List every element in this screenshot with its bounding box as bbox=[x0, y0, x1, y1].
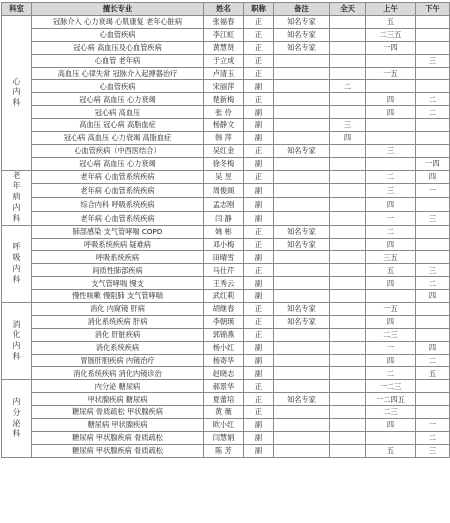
title-cell: 正 bbox=[244, 144, 274, 157]
specialty-cell: 高血压 冠心病 高脂血症 bbox=[32, 119, 204, 132]
table-row bbox=[2, 67, 450, 80]
doctor-name-cell: 吴 昱 bbox=[204, 170, 244, 184]
header-row bbox=[2, 3, 450, 16]
doctor-name-cell: 张福春 bbox=[204, 16, 244, 29]
note-cell bbox=[274, 380, 330, 393]
doctor-name-cell: 武红莉 bbox=[204, 290, 244, 303]
department-label: 心内科 bbox=[12, 76, 21, 108]
note-cell bbox=[274, 251, 330, 264]
table-row bbox=[2, 93, 450, 106]
full-day-cell bbox=[330, 144, 366, 157]
full-day-cell: 四 bbox=[330, 132, 366, 145]
note-cell bbox=[274, 106, 330, 119]
title-cell: 副 bbox=[244, 419, 274, 432]
full-day-cell bbox=[330, 211, 366, 225]
department-cell bbox=[2, 170, 32, 225]
title-cell: 副 bbox=[244, 106, 274, 119]
header-full-day: 全天 bbox=[330, 3, 366, 16]
note-cell bbox=[274, 367, 330, 380]
doctor-name-cell: 徐冬梅 bbox=[204, 157, 244, 170]
table-row bbox=[2, 170, 450, 184]
doctor-name-cell: 周俊阁 bbox=[204, 184, 244, 198]
specialty-cell: 消化 肝脏疾病 bbox=[32, 328, 204, 341]
full-day-cell bbox=[330, 264, 366, 277]
morning-cell bbox=[366, 54, 416, 67]
title-cell: 正 bbox=[244, 406, 274, 419]
morning-cell: 四 bbox=[366, 354, 416, 367]
title-cell: 副 bbox=[244, 119, 274, 132]
full-day-cell bbox=[330, 93, 366, 106]
table-row bbox=[2, 184, 450, 198]
title-cell: 副 bbox=[244, 444, 274, 457]
doctor-name-cell: 于立成 bbox=[204, 54, 244, 67]
title-cell: 正 bbox=[244, 380, 274, 393]
doctor-name-cell: 陈 芳 bbox=[204, 444, 244, 457]
table-row bbox=[2, 264, 450, 277]
afternoon-cell bbox=[416, 67, 450, 80]
specialty-cell: 冠脉介入 心力衰竭 心肌康复 老年心脏病 bbox=[32, 16, 204, 29]
doctor-name-cell: 姚 彬 bbox=[204, 225, 244, 238]
table-row bbox=[2, 444, 450, 457]
note-cell: 知名专家 bbox=[274, 28, 330, 41]
note-cell bbox=[274, 277, 330, 290]
full-day-cell bbox=[330, 28, 366, 41]
doctor-name-cell: 李朝瑛 bbox=[204, 315, 244, 328]
note-cell bbox=[274, 54, 330, 67]
full-day-cell bbox=[330, 354, 366, 367]
doctor-name-cell: 卢清玉 bbox=[204, 67, 244, 80]
afternoon-cell bbox=[416, 393, 450, 406]
note-cell bbox=[274, 132, 330, 145]
afternoon-cell: 一 bbox=[416, 419, 450, 432]
table-row bbox=[2, 106, 450, 119]
note-cell bbox=[274, 328, 330, 341]
specialty-cell: 甲状腺疾病 糖尿病 bbox=[32, 393, 204, 406]
morning-cell: 五 bbox=[366, 264, 416, 277]
doctor-name-cell: 闫慧娟 bbox=[204, 431, 244, 444]
title-cell: 副 bbox=[244, 290, 274, 303]
header-name: 姓名 bbox=[204, 3, 244, 16]
doctor-name-cell: 马仕芹 bbox=[204, 264, 244, 277]
specialty-cell: 心血管疾病（中西医结合） bbox=[32, 144, 204, 157]
afternoon-cell bbox=[416, 303, 450, 316]
doctor-name-cell: 黄慧贤 bbox=[204, 41, 244, 54]
afternoon-cell: 一 bbox=[416, 184, 450, 198]
specialty-cell: 高血压 心律失常 冠脉介入起搏器治疗 bbox=[32, 67, 204, 80]
afternoon-cell bbox=[416, 28, 450, 41]
doctor-name-cell: 宋丽萍 bbox=[204, 80, 244, 93]
title-cell: 副 bbox=[244, 80, 274, 93]
morning-cell: 二三 bbox=[366, 328, 416, 341]
full-day-cell bbox=[330, 406, 366, 419]
table-row bbox=[2, 54, 450, 67]
specialty-cell: 糖尿病 甲状腺疾病 骨质疏松 bbox=[32, 431, 204, 444]
table-row bbox=[2, 119, 450, 132]
specialty-cell: 心血管疾病 bbox=[32, 80, 204, 93]
morning-cell: 一二三 bbox=[366, 380, 416, 393]
doctor-name-cell: 李江虹 bbox=[204, 28, 244, 41]
full-day-cell bbox=[330, 277, 366, 290]
morning-cell: 一五 bbox=[366, 303, 416, 316]
afternoon-cell bbox=[416, 380, 450, 393]
doctor-name-cell: 胡继春 bbox=[204, 303, 244, 316]
doctor-name-cell: 黄 薇 bbox=[204, 406, 244, 419]
title-cell: 副 bbox=[244, 341, 274, 354]
note-cell bbox=[274, 211, 330, 225]
title-cell: 副 bbox=[244, 431, 274, 444]
title-cell: 正 bbox=[244, 264, 274, 277]
morning-cell: 一二四五 bbox=[366, 393, 416, 406]
full-day-cell bbox=[330, 303, 366, 316]
title-cell: 正 bbox=[244, 303, 274, 316]
note-cell bbox=[274, 184, 330, 198]
table-row bbox=[2, 277, 450, 290]
specialty-cell: 消化系统疾病 消化内镜诊治 bbox=[32, 367, 204, 380]
table-row bbox=[2, 16, 450, 29]
department-label: 内分泌科 bbox=[12, 396, 21, 439]
afternoon-cell bbox=[416, 198, 450, 212]
specialty-cell: 消化 内窥镜 肝病 bbox=[32, 303, 204, 316]
morning-cell: 一四 bbox=[366, 41, 416, 54]
header-afternoon: 下午 bbox=[416, 3, 450, 16]
note-cell: 知名专家 bbox=[274, 315, 330, 328]
header-specialty: 擅长专业 bbox=[32, 3, 204, 16]
full-day-cell bbox=[330, 106, 366, 119]
department-label: 老年病内科 bbox=[12, 170, 21, 223]
table-row bbox=[2, 290, 450, 303]
full-day-cell bbox=[330, 16, 366, 29]
specialty-cell: 支气管哮喘 慢支 bbox=[32, 277, 204, 290]
header-department: 科室 bbox=[2, 3, 32, 16]
doctor-name-cell: 田晴雪 bbox=[204, 251, 244, 264]
specialty-cell: 冠心病 高血压 心力衰竭 bbox=[32, 93, 204, 106]
table-row bbox=[2, 431, 450, 444]
full-day-cell bbox=[330, 290, 366, 303]
full-day-cell bbox=[330, 157, 366, 170]
specialty-cell: 老年病 心血管系统疾病 bbox=[32, 170, 204, 184]
title-cell: 副 bbox=[244, 132, 274, 145]
morning-cell: 三 bbox=[366, 144, 416, 157]
title-cell: 正 bbox=[244, 16, 274, 29]
morning-cell bbox=[366, 119, 416, 132]
table-row bbox=[2, 28, 450, 41]
doctor-name-cell: 郭锦燕 bbox=[204, 328, 244, 341]
title-cell: 副 bbox=[244, 184, 274, 198]
note-cell: 知名专家 bbox=[274, 16, 330, 29]
title-cell: 副 bbox=[244, 277, 274, 290]
morning-cell bbox=[366, 157, 416, 170]
specialty-cell: 间质性肺部疾病 bbox=[32, 264, 204, 277]
full-day-cell bbox=[330, 328, 366, 341]
note-cell bbox=[274, 406, 330, 419]
doctor-schedule-table bbox=[1, 2, 450, 458]
full-day-cell bbox=[330, 315, 366, 328]
note-cell bbox=[274, 67, 330, 80]
specialty-cell: 糖尿病 甲状腺疾病 骨质疏松 bbox=[32, 444, 204, 457]
title-cell: 正 bbox=[244, 67, 274, 80]
department-label: 呼吸内科 bbox=[12, 242, 21, 284]
title-cell: 副 bbox=[244, 198, 274, 212]
note-cell: 知名专家 bbox=[274, 238, 330, 251]
specialty-cell: 消化系统疾病 肝病 bbox=[32, 315, 204, 328]
doctor-name-cell: 闫 静 bbox=[204, 211, 244, 225]
title-cell: 正 bbox=[244, 170, 274, 184]
full-day-cell bbox=[330, 170, 366, 184]
full-day-cell bbox=[330, 431, 366, 444]
doctor-name-cell: 张 伶 bbox=[204, 106, 244, 119]
note-cell bbox=[274, 431, 330, 444]
afternoon-cell: 三 bbox=[416, 444, 450, 457]
doctor-name-cell: 王秀云 bbox=[204, 277, 244, 290]
title-cell: 副 bbox=[244, 157, 274, 170]
title-cell: 正 bbox=[244, 28, 274, 41]
afternoon-cell bbox=[416, 132, 450, 145]
specialty-cell: 冠心病 高血压 心力衰竭 高脂血症 bbox=[32, 132, 204, 145]
morning-cell: 四 bbox=[366, 198, 416, 212]
morning-cell: 五 bbox=[366, 444, 416, 457]
afternoon-cell: 二 bbox=[416, 431, 450, 444]
morning-cell: 二 bbox=[366, 225, 416, 238]
note-cell bbox=[274, 170, 330, 184]
table-row bbox=[2, 144, 450, 157]
morning-cell bbox=[366, 431, 416, 444]
table-row bbox=[2, 132, 450, 145]
full-day-cell bbox=[330, 238, 366, 251]
full-day-cell bbox=[330, 380, 366, 393]
morning-cell: 二 bbox=[366, 367, 416, 380]
specialty-cell: 冠心病 高血压 心力衰竭 bbox=[32, 157, 204, 170]
full-day-cell bbox=[330, 41, 366, 54]
morning-cell: 三五 bbox=[366, 251, 416, 264]
table-body bbox=[2, 16, 450, 458]
specialty-cell: 糖尿病 骨质疏松 甲状腺疾病 bbox=[32, 406, 204, 419]
table-row bbox=[2, 393, 450, 406]
full-day-cell bbox=[330, 54, 366, 67]
title-cell: 正 bbox=[244, 315, 274, 328]
title-cell: 副 bbox=[244, 211, 274, 225]
note-cell bbox=[274, 157, 330, 170]
afternoon-cell bbox=[416, 119, 450, 132]
afternoon-cell bbox=[416, 41, 450, 54]
afternoon-cell: 四 bbox=[416, 341, 450, 354]
table-row bbox=[2, 406, 450, 419]
afternoon-cell: 二 bbox=[416, 93, 450, 106]
specialty-cell: 呼吸系统疾病 bbox=[32, 251, 204, 264]
note-cell bbox=[274, 341, 330, 354]
specialty-cell: 老年病 心血管系统疾病 bbox=[32, 211, 204, 225]
table-row bbox=[2, 41, 450, 54]
afternoon-cell bbox=[416, 225, 450, 238]
doctor-name-cell: 杨静文 bbox=[204, 119, 244, 132]
afternoon-cell bbox=[416, 16, 450, 29]
table-row bbox=[2, 367, 450, 380]
note-cell bbox=[274, 93, 330, 106]
morning-cell: 一 bbox=[366, 341, 416, 354]
morning-cell: 五 bbox=[366, 16, 416, 29]
specialty-cell: 消化系统疾病 bbox=[32, 341, 204, 354]
full-day-cell: 二 bbox=[330, 80, 366, 93]
specialty-cell: 内分泌 糖尿病 bbox=[32, 380, 204, 393]
morning-cell: 四 bbox=[366, 106, 416, 119]
title-cell: 正 bbox=[244, 225, 274, 238]
title-cell: 正 bbox=[244, 54, 274, 67]
table-row bbox=[2, 315, 450, 328]
doctor-name-cell: 孟志刚 bbox=[204, 198, 244, 212]
header-morning: 上午 bbox=[366, 3, 416, 16]
note-cell bbox=[274, 80, 330, 93]
doctor-name-cell: 杨寄华 bbox=[204, 354, 244, 367]
table-row bbox=[2, 157, 450, 170]
full-day-cell bbox=[330, 393, 366, 406]
specialty-cell: 胃肠肝胆疾病 内镜治疗 bbox=[32, 354, 204, 367]
morning-cell: 二三五 bbox=[366, 28, 416, 41]
morning-cell: 二 bbox=[366, 170, 416, 184]
title-cell: 正 bbox=[244, 393, 274, 406]
header-title: 职称 bbox=[244, 3, 274, 16]
morning-cell: 四 bbox=[366, 277, 416, 290]
doctor-name-cell: 楚新梅 bbox=[204, 93, 244, 106]
afternoon-cell: 五 bbox=[416, 367, 450, 380]
department-cell bbox=[2, 380, 32, 457]
doctor-name-cell: 杨小红 bbox=[204, 341, 244, 354]
note-cell: 知名专家 bbox=[274, 144, 330, 157]
afternoon-cell bbox=[416, 406, 450, 419]
department-cell bbox=[2, 225, 32, 302]
afternoon-cell bbox=[416, 238, 450, 251]
full-day-cell bbox=[330, 367, 366, 380]
title-cell: 正 bbox=[244, 238, 274, 251]
afternoon-cell: 一四 bbox=[416, 157, 450, 170]
afternoon-cell bbox=[416, 144, 450, 157]
afternoon-cell bbox=[416, 328, 450, 341]
doctor-name-cell: 欧小红 bbox=[204, 419, 244, 432]
note-cell bbox=[274, 444, 330, 457]
afternoon-cell: 二 bbox=[416, 277, 450, 290]
note-cell bbox=[274, 290, 330, 303]
afternoon-cell bbox=[416, 315, 450, 328]
table-row bbox=[2, 80, 450, 93]
table-row bbox=[2, 419, 450, 432]
title-cell: 副 bbox=[244, 367, 274, 380]
department-cell bbox=[2, 303, 32, 380]
morning-cell: 一五 bbox=[366, 67, 416, 80]
morning-cell bbox=[366, 290, 416, 303]
note-cell bbox=[274, 198, 330, 212]
specialty-cell: 心血管 老年病 bbox=[32, 54, 204, 67]
note-cell: 知名专家 bbox=[274, 393, 330, 406]
afternoon-cell: 三 bbox=[416, 264, 450, 277]
table-row bbox=[2, 225, 450, 238]
department-cell bbox=[2, 16, 32, 171]
morning-cell: 四 bbox=[366, 93, 416, 106]
table-row bbox=[2, 328, 450, 341]
header-note: 备注 bbox=[274, 3, 330, 16]
afternoon-cell bbox=[416, 80, 450, 93]
note-cell: 知名专家 bbox=[274, 41, 330, 54]
title-cell: 副 bbox=[244, 354, 274, 367]
specialty-cell: 肺部感染 支气管哮喘 COPD bbox=[32, 225, 204, 238]
full-day-cell: 三 bbox=[330, 119, 366, 132]
morning-cell: 一 bbox=[366, 211, 416, 225]
title-cell: 正 bbox=[244, 41, 274, 54]
title-cell: 副 bbox=[244, 251, 274, 264]
table-row bbox=[2, 380, 450, 393]
afternoon-cell: 三 bbox=[416, 54, 450, 67]
morning-cell: 二三 bbox=[366, 406, 416, 419]
title-cell: 正 bbox=[244, 93, 274, 106]
specialty-cell: 呼吸系统疾病 疑难病 bbox=[32, 238, 204, 251]
doctor-name-cell: 吴红金 bbox=[204, 144, 244, 157]
department-label: 消化内科 bbox=[12, 319, 21, 361]
table-row bbox=[2, 341, 450, 354]
note-cell: 知名专家 bbox=[274, 303, 330, 316]
doctor-name-cell: 韩 萍 bbox=[204, 132, 244, 145]
table-row bbox=[2, 198, 450, 212]
specialty-cell: 糖尿病 甲状腺疾病 bbox=[32, 419, 204, 432]
doctor-name-cell: 郝景华 bbox=[204, 380, 244, 393]
full-day-cell bbox=[330, 251, 366, 264]
full-day-cell bbox=[330, 419, 366, 432]
note-cell: 知名专家 bbox=[274, 225, 330, 238]
specialty-cell: 心血管疾病 bbox=[32, 28, 204, 41]
full-day-cell bbox=[330, 341, 366, 354]
afternoon-cell: 三 bbox=[416, 211, 450, 225]
morning-cell: 四 bbox=[366, 238, 416, 251]
afternoon-cell bbox=[416, 251, 450, 264]
specialty-cell: 冠心病 高血压及心血管疾病 bbox=[32, 41, 204, 54]
note-cell bbox=[274, 419, 330, 432]
full-day-cell bbox=[330, 184, 366, 198]
full-day-cell bbox=[330, 225, 366, 238]
full-day-cell bbox=[330, 67, 366, 80]
table-row bbox=[2, 303, 450, 316]
note-cell bbox=[274, 119, 330, 132]
full-day-cell bbox=[330, 444, 366, 457]
afternoon-cell: 二 bbox=[416, 354, 450, 367]
morning-cell: 三 bbox=[366, 184, 416, 198]
afternoon-cell: 四 bbox=[416, 290, 450, 303]
table-row bbox=[2, 211, 450, 225]
table-header bbox=[2, 3, 450, 16]
specialty-cell: 冠心病 高血压 bbox=[32, 106, 204, 119]
specialty-cell: 综合内科 呼吸系统疾病 bbox=[32, 198, 204, 212]
specialty-cell: 老年病 心血管系统疾病 bbox=[32, 184, 204, 198]
afternoon-cell: 二 bbox=[416, 106, 450, 119]
full-day-cell bbox=[330, 198, 366, 212]
morning-cell: 四 bbox=[366, 315, 416, 328]
morning-cell: 四 bbox=[366, 419, 416, 432]
afternoon-cell: 四 bbox=[416, 170, 450, 184]
title-cell: 正 bbox=[244, 328, 274, 341]
specialty-cell: 慢性咳嗽 慢阻肺 支气管哮喘 bbox=[32, 290, 204, 303]
doctor-name-cell: 邓小梅 bbox=[204, 238, 244, 251]
table-row bbox=[2, 251, 450, 264]
note-cell bbox=[274, 264, 330, 277]
doctor-name-cell: 夏蕾培 bbox=[204, 393, 244, 406]
table-row bbox=[2, 354, 450, 367]
morning-cell bbox=[366, 80, 416, 93]
doctor-name-cell: 赵晓志 bbox=[204, 367, 244, 380]
note-cell bbox=[274, 354, 330, 367]
table-row bbox=[2, 238, 450, 251]
morning-cell bbox=[366, 132, 416, 145]
